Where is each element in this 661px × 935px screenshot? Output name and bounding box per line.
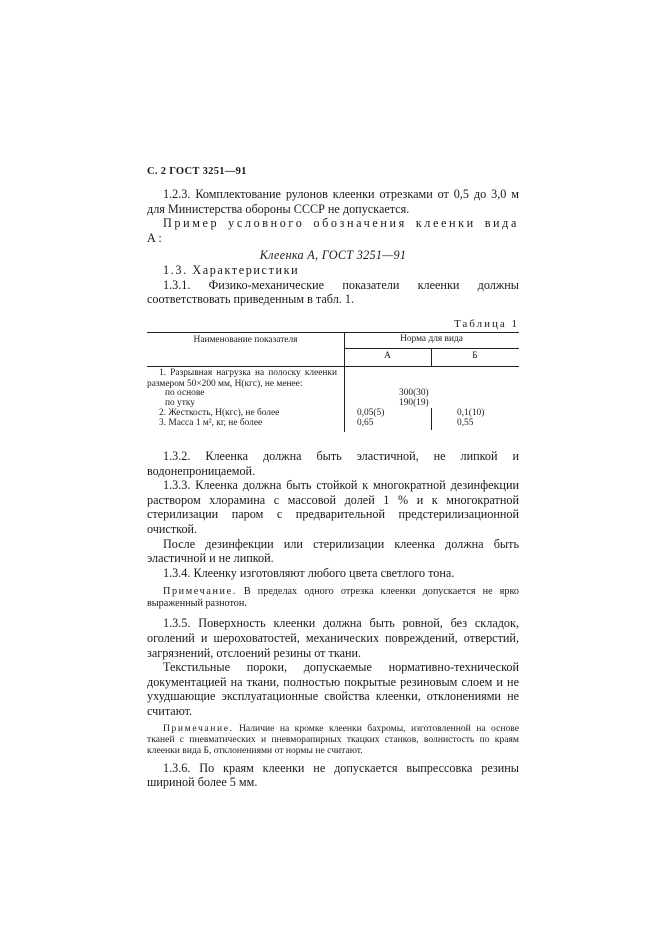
- example-heading: Пример условного обозначения клеенки вида А:: [147, 216, 519, 245]
- paragraph-1-2-3: 1.2.3. Комплектование рулонов клеенки отрезками от 0,5 до 3,0 м для Министерства обороны СССР не допускается.: [147, 187, 519, 216]
- column-header-name: Наименование показателя: [193, 335, 298, 345]
- table-row-label: 1. Разрывная нагрузка на полоску клеенки размером 50×200 мм, Н(кгс), не менее:: [147, 368, 337, 389]
- table-cell-b: 0,1(10): [457, 408, 485, 418]
- table-row-label: 3. Масса 1 м², кг, не более: [159, 418, 263, 428]
- paragraph-1-3-4: 1.3.4. Клеенку изготовляют любого цвета светлого тона.: [163, 565, 455, 580]
- example-designation: Клеенка А, ГОСТ 3251—91: [259, 248, 407, 263]
- table-1: [147, 332, 519, 432]
- table-caption: Таблица 1: [453, 318, 519, 330]
- table-row-label: по основе: [165, 388, 205, 398]
- column-header-a: А: [384, 351, 391, 361]
- column-header-norm: Норма для вида: [400, 334, 463, 344]
- paragraph-1-3-1: 1.3.1. Физико-механические показатели клеенки должны соответствовать приведенным в табл. 1.: [147, 277, 519, 307]
- paragraph-1-3-5-b: Текстильные пороки, допускаемые нормативно-технической документацией на ткани, полностью покрытые резиновым слоем и не ухудшающие эксплуатационные свойства клеенки, отклонениями не считают.: [147, 660, 519, 718]
- section-1-3-2: [147, 449, 519, 790]
- table-header-rule: [147, 366, 519, 367]
- note-2: [147, 723, 519, 756]
- table-cell-b: 0,55: [457, 418, 474, 428]
- note-2-label: Примечание.: [163, 722, 234, 734]
- table-cell-common: 190(19): [399, 398, 429, 408]
- table-row-label: по утку: [165, 398, 195, 408]
- paragraph-1-3-6: 1.3.6. По краям клеенки не допускается выпрессовка резины шириной более 5 мм.: [147, 760, 519, 790]
- note-1: [147, 586, 519, 610]
- paragraph-1-3-2: 1.3.2. Клеенка должна быть эластичной, не липкой и водонепроницаемой.: [147, 449, 519, 478]
- note-1-label: Примечание.: [163, 586, 237, 598]
- heading-1-3: 1.3. Характеристики: [163, 262, 300, 277]
- table-divider-name: [344, 332, 345, 432]
- page-header: С. 2 ГОСТ 3251—91: [147, 166, 247, 177]
- paragraph-1-3-3-b: После дезинфекции или стерилизации клеенка должна быть эластичной и не липкой.: [147, 536, 519, 566]
- note-1-text: В пределах одного отрезка клеенки допускается не ярко выраженный разнотон.: [147, 586, 519, 610]
- section-1-2-3: [147, 187, 519, 307]
- paragraph-1-3-3: 1.3.3. Клеенка должна быть стойкой к многократной дезинфекции раствором хлорамина с массовой долей 1 % и к многократной стерилизации паром с предварительной предстерилизационной очисткой.: [147, 478, 519, 536]
- table-divider-ab-body: [431, 408, 432, 430]
- table-cell-a: 0,05(5): [357, 408, 385, 418]
- table-cell-common: 300(30): [399, 388, 429, 398]
- column-header-b: Б: [472, 351, 478, 361]
- table-row-label: 2. Жесткость, Н(кгс), не более: [159, 408, 280, 418]
- paragraph-1-3-5: 1.3.5. Поверхность клеенки должна быть ровной, без складок, оголений и шероховатостей, механических повреждений, отверстий, загрязнений, отслоений резины от ткани.: [147, 616, 519, 660]
- table-cell-a: 0,65: [357, 418, 374, 428]
- note-2-text: Наличие на кромке клеенки бахромы, изготовленной на основе тканей с пневматических и пневморапирных ткацких станков, волнистость по краям клеенки вида Б, отклонениями от нормы не считают.: [147, 722, 519, 756]
